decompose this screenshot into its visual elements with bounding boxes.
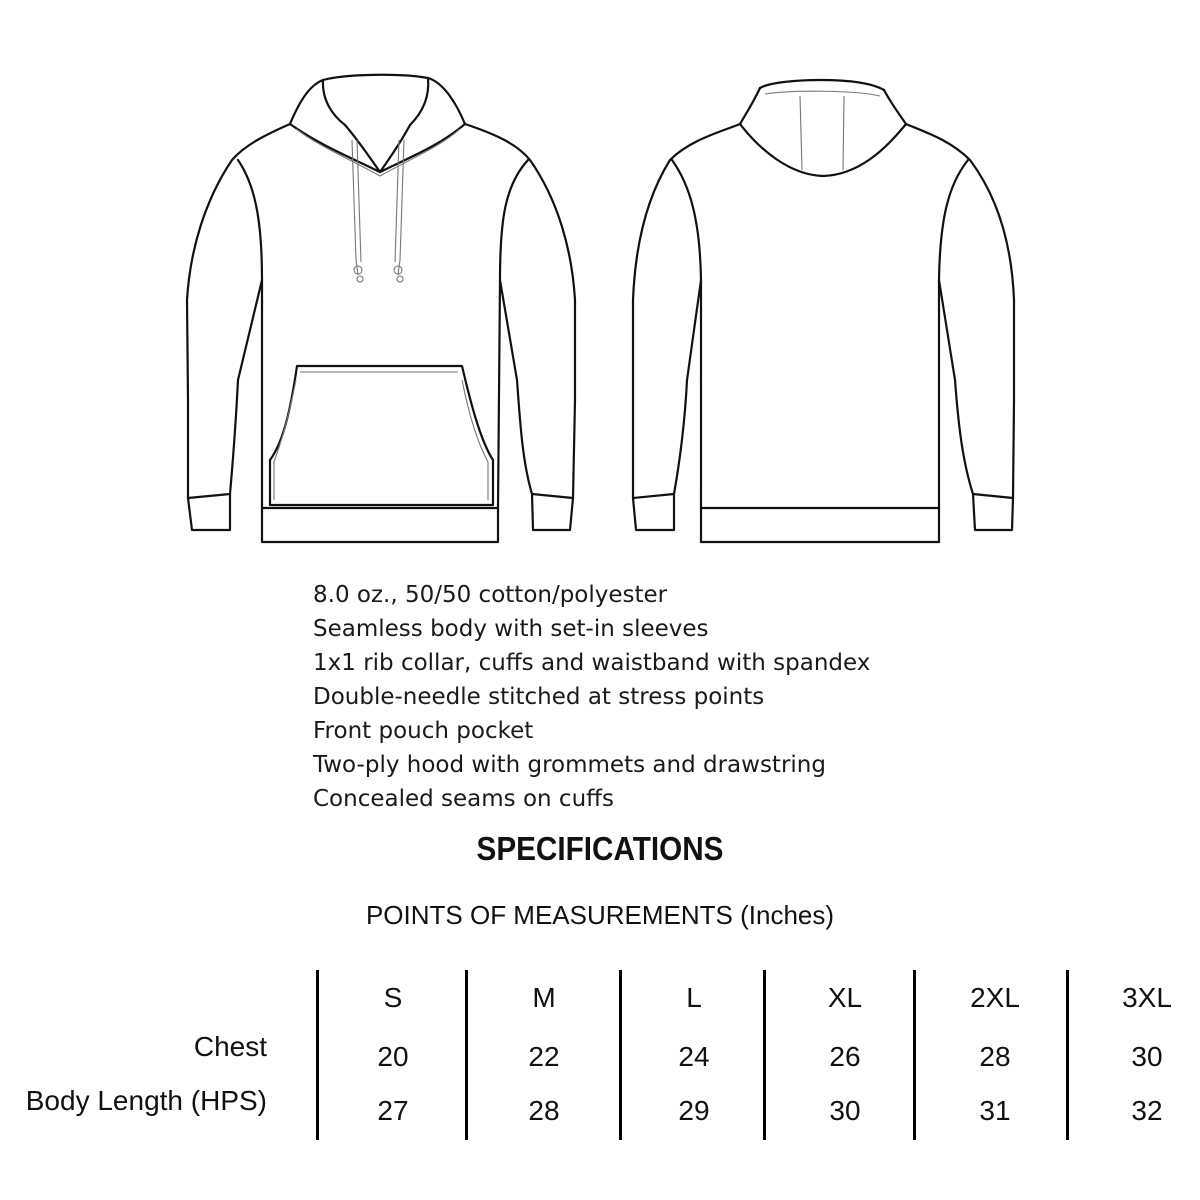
hoodie-illustrations — [0, 0, 1200, 560]
table-cell: 27 — [377, 1095, 409, 1126]
table-cell: 30 — [1131, 1041, 1163, 1072]
row-label-chest: Chest — [193, 1031, 267, 1062]
hoodie-back-icon — [633, 80, 1014, 542]
feature-item: 1x1 rib collar, cuffs and waistband with spandex — [313, 650, 871, 676]
table-cell: 26 — [829, 1041, 861, 1072]
row-label-body-length: Body Length (HPS) — [25, 1085, 267, 1116]
column-divider — [1066, 970, 1069, 1140]
table-cell: 31 — [979, 1095, 1011, 1126]
size-header: M — [532, 982, 556, 1013]
feature-item: Seamless body with set-in sleeves — [313, 616, 709, 642]
hoodie-back-stitching — [765, 91, 880, 170]
size-header: 3XL — [1122, 982, 1172, 1013]
table-cell: 30 — [829, 1095, 861, 1126]
table-cell: 28 — [979, 1041, 1011, 1072]
table-cell: 22 — [528, 1041, 560, 1072]
size-header: XL — [827, 982, 863, 1013]
feature-item: Double-needle stitched at stress points — [313, 684, 765, 710]
size-header: S — [383, 982, 403, 1013]
hoodie-front-icon — [187, 75, 575, 542]
table-cell: 28 — [528, 1095, 560, 1126]
specifications-title: SPECIFICATIONS — [476, 830, 724, 867]
feature-item: 8.0 oz., 50/50 cotton/polyester — [313, 582, 668, 608]
table-cell: 32 — [1131, 1095, 1163, 1126]
table-cell: 29 — [678, 1095, 710, 1126]
column-divider — [619, 970, 622, 1140]
table-cell: 24 — [678, 1041, 710, 1072]
feature-item: Concealed seams on cuffs — [313, 786, 614, 812]
feature-list — [313, 578, 870, 816]
table-cell: 20 — [377, 1041, 409, 1072]
column-divider — [763, 970, 766, 1140]
size-header: 2XL — [970, 982, 1020, 1013]
size-header: L — [686, 982, 702, 1013]
hoodie-front-stitching — [274, 129, 488, 500]
column-divider — [913, 970, 916, 1140]
feature-item: Two-ply hood with grommets and drawstring — [313, 752, 826, 778]
column-divider — [465, 970, 468, 1140]
column-divider — [316, 970, 319, 1140]
measurements-subtitle: POINTS OF MEASUREMENTS (Inches) — [365, 900, 835, 930]
feature-item: Front pouch pocket — [313, 718, 534, 744]
